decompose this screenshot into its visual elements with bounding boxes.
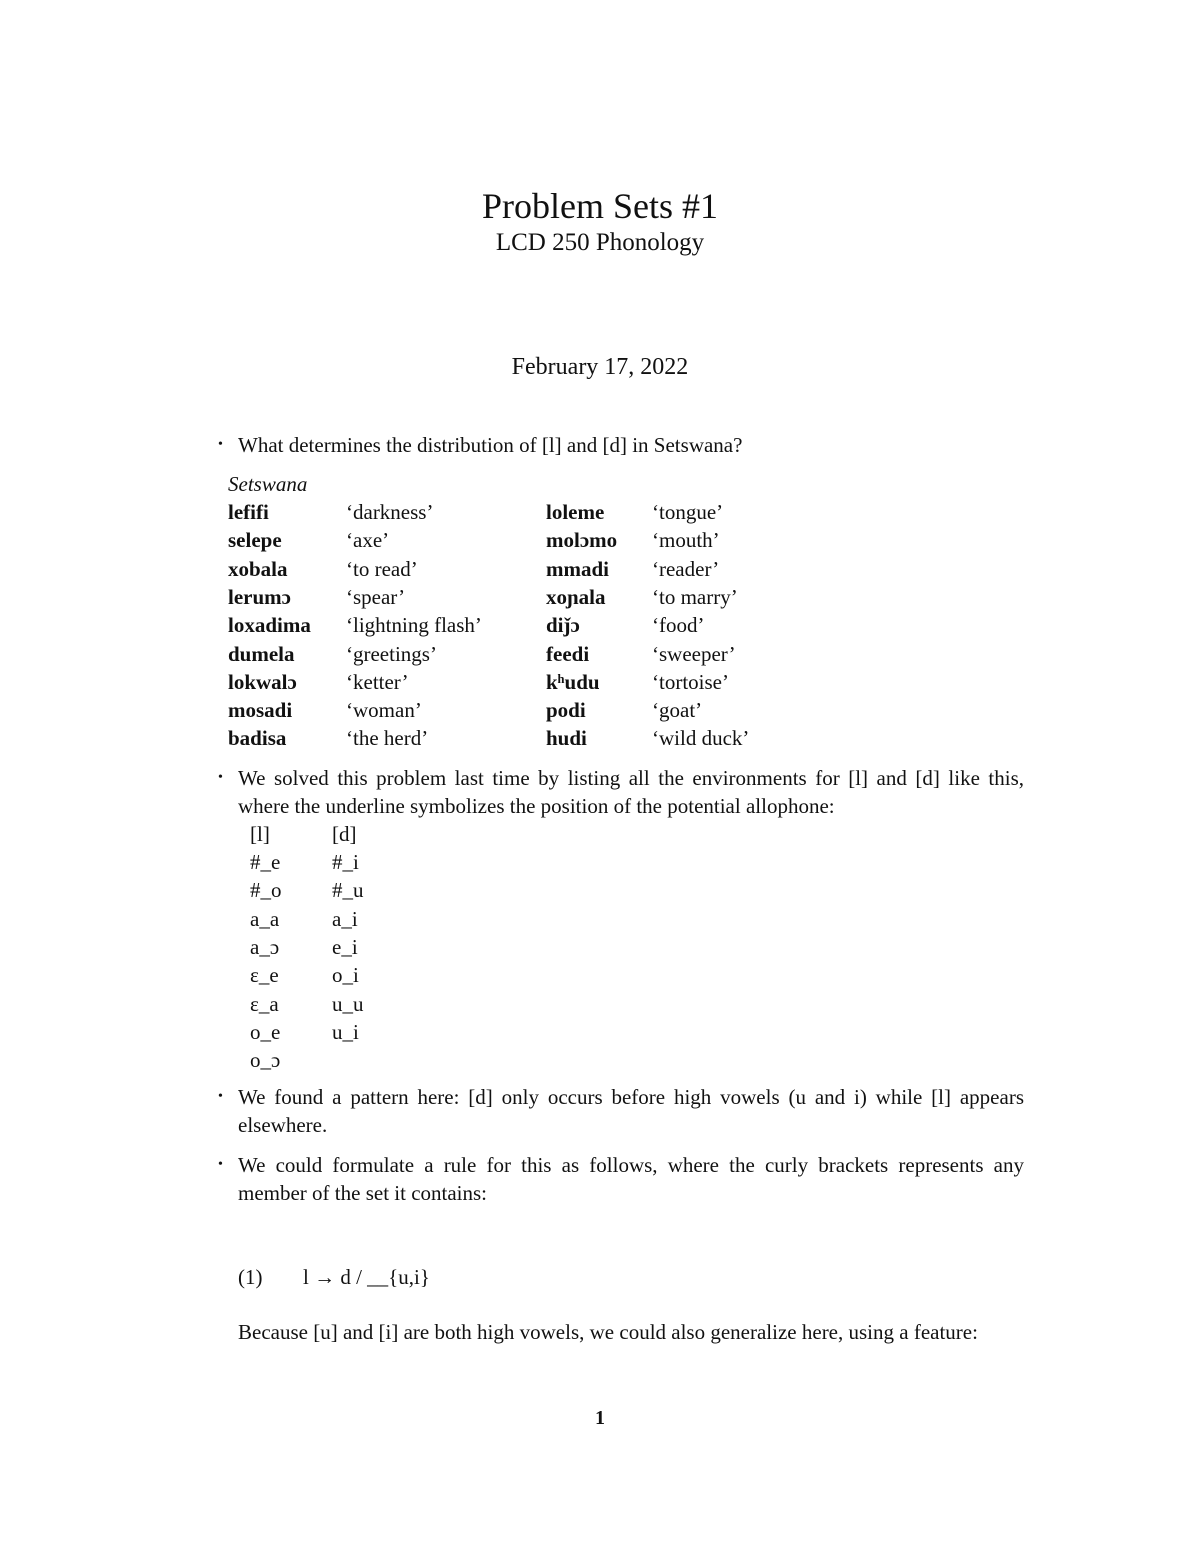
table-gloss: ‘axe’	[346, 528, 390, 553]
environment-item: #_u	[332, 878, 364, 903]
table-word: xoɲala	[546, 584, 606, 609]
table-gloss: ‘goat’	[652, 698, 703, 723]
table-word: diǰɔ	[546, 613, 580, 638]
table-gloss: ‘sweeper’	[652, 641, 736, 666]
table-word: loxadima	[228, 613, 311, 638]
table-word: lefifi	[228, 500, 269, 524]
environment-item: a_a	[250, 906, 280, 931]
table-word: mmadi	[546, 556, 609, 581]
table-word: molɔmo	[546, 528, 618, 553]
table-word: lerumɔ	[228, 584, 291, 609]
table-gloss: ‘spear’	[346, 584, 406, 609]
table-gloss: ‘greetings’	[346, 641, 437, 666]
environment-item: #_i	[332, 850, 359, 874]
bullet-icon: •	[218, 770, 223, 785]
environment-item: ɛ_e	[250, 963, 279, 988]
table-gloss: ‘ketter’	[346, 669, 409, 694]
question-paragraph: What determines the distribution of [l] and [d] in Setswana?	[238, 433, 743, 457]
table-gloss: ‘darkness’	[346, 500, 434, 524]
environment-item: u_i	[332, 1019, 359, 1044]
environment-item: u_u	[332, 991, 364, 1016]
table-word: dumela	[228, 641, 295, 666]
table-gloss: ‘woman’	[346, 698, 422, 723]
course-subtitle: LCD 250 Phonology	[495, 229, 705, 256]
environment-item: a_ɔ	[250, 934, 280, 959]
environments-paragraph: We solved this problem last time by listing all the environments for [l] and [d] like this, where the underline symbolizes the position of the potential allophone:	[238, 766, 1024, 818]
environment-item: #_o	[250, 878, 282, 903]
environment-item: #_e	[250, 850, 281, 874]
table-word: selepe	[228, 528, 282, 553]
page-number: 1	[595, 1407, 605, 1429]
table-caption: Setswana	[228, 472, 308, 496]
environment-item: a_i	[332, 906, 358, 931]
l-column-header: [l]	[250, 822, 270, 846]
d-column-header: [d]	[332, 822, 357, 846]
table-word: hudi	[546, 726, 587, 751]
table-word: kʰudu	[546, 669, 600, 694]
pattern-paragraph: We found a pattern here: [d] only occurs before high vowels (u and i) while [l] appears elsewhere.	[238, 1085, 1024, 1137]
table-gloss: ‘to marry’	[652, 584, 738, 609]
generalize-paragraph: Because [u] and [i] are both high vowels, we could also generalize here, using a feature:	[238, 1320, 978, 1344]
page-title: Problem Sets #1	[481, 186, 718, 226]
table-gloss: ‘food’	[652, 613, 705, 638]
bullet-icon: •	[218, 1157, 223, 1172]
table-word: lokwalɔ	[228, 669, 297, 694]
table-gloss: ‘tortoise’	[652, 669, 729, 694]
environment-item: e_i	[332, 934, 358, 959]
table-word: loleme	[546, 500, 605, 524]
table-gloss: ‘reader’	[652, 556, 720, 581]
rule-intro-paragraph: We could formulate a rule for this as follows, where the curly brackets represents any member of the set it contains:	[238, 1153, 1024, 1205]
table-gloss: ‘wild duck’	[652, 726, 750, 751]
document-date: February 17, 2022	[511, 354, 689, 380]
table-gloss: ‘to read’	[346, 556, 418, 581]
table-gloss: ‘tongue’	[652, 500, 724, 524]
table-word: xobala	[228, 556, 288, 581]
table-word: podi	[546, 698, 586, 723]
table-gloss: ‘mouth’	[652, 528, 720, 553]
table-gloss: ‘the herd’	[346, 726, 429, 751]
rule-expression: l → d / __{u,i}	[303, 1265, 430, 1289]
table-word: feedi	[546, 641, 590, 666]
table-word: badisa	[228, 726, 287, 751]
rule-number: (1)	[238, 1265, 263, 1289]
environment-item: o_ɔ	[250, 1048, 281, 1073]
environment-item: ɛ_a	[250, 991, 279, 1016]
bullet-icon: •	[218, 437, 223, 452]
environment-item: o_e	[250, 1019, 281, 1044]
table-gloss: ‘lightning flash’	[346, 613, 482, 638]
bullet-icon: •	[218, 1089, 223, 1104]
environment-item: o_i	[332, 963, 359, 988]
table-word: mosadi	[228, 698, 293, 723]
